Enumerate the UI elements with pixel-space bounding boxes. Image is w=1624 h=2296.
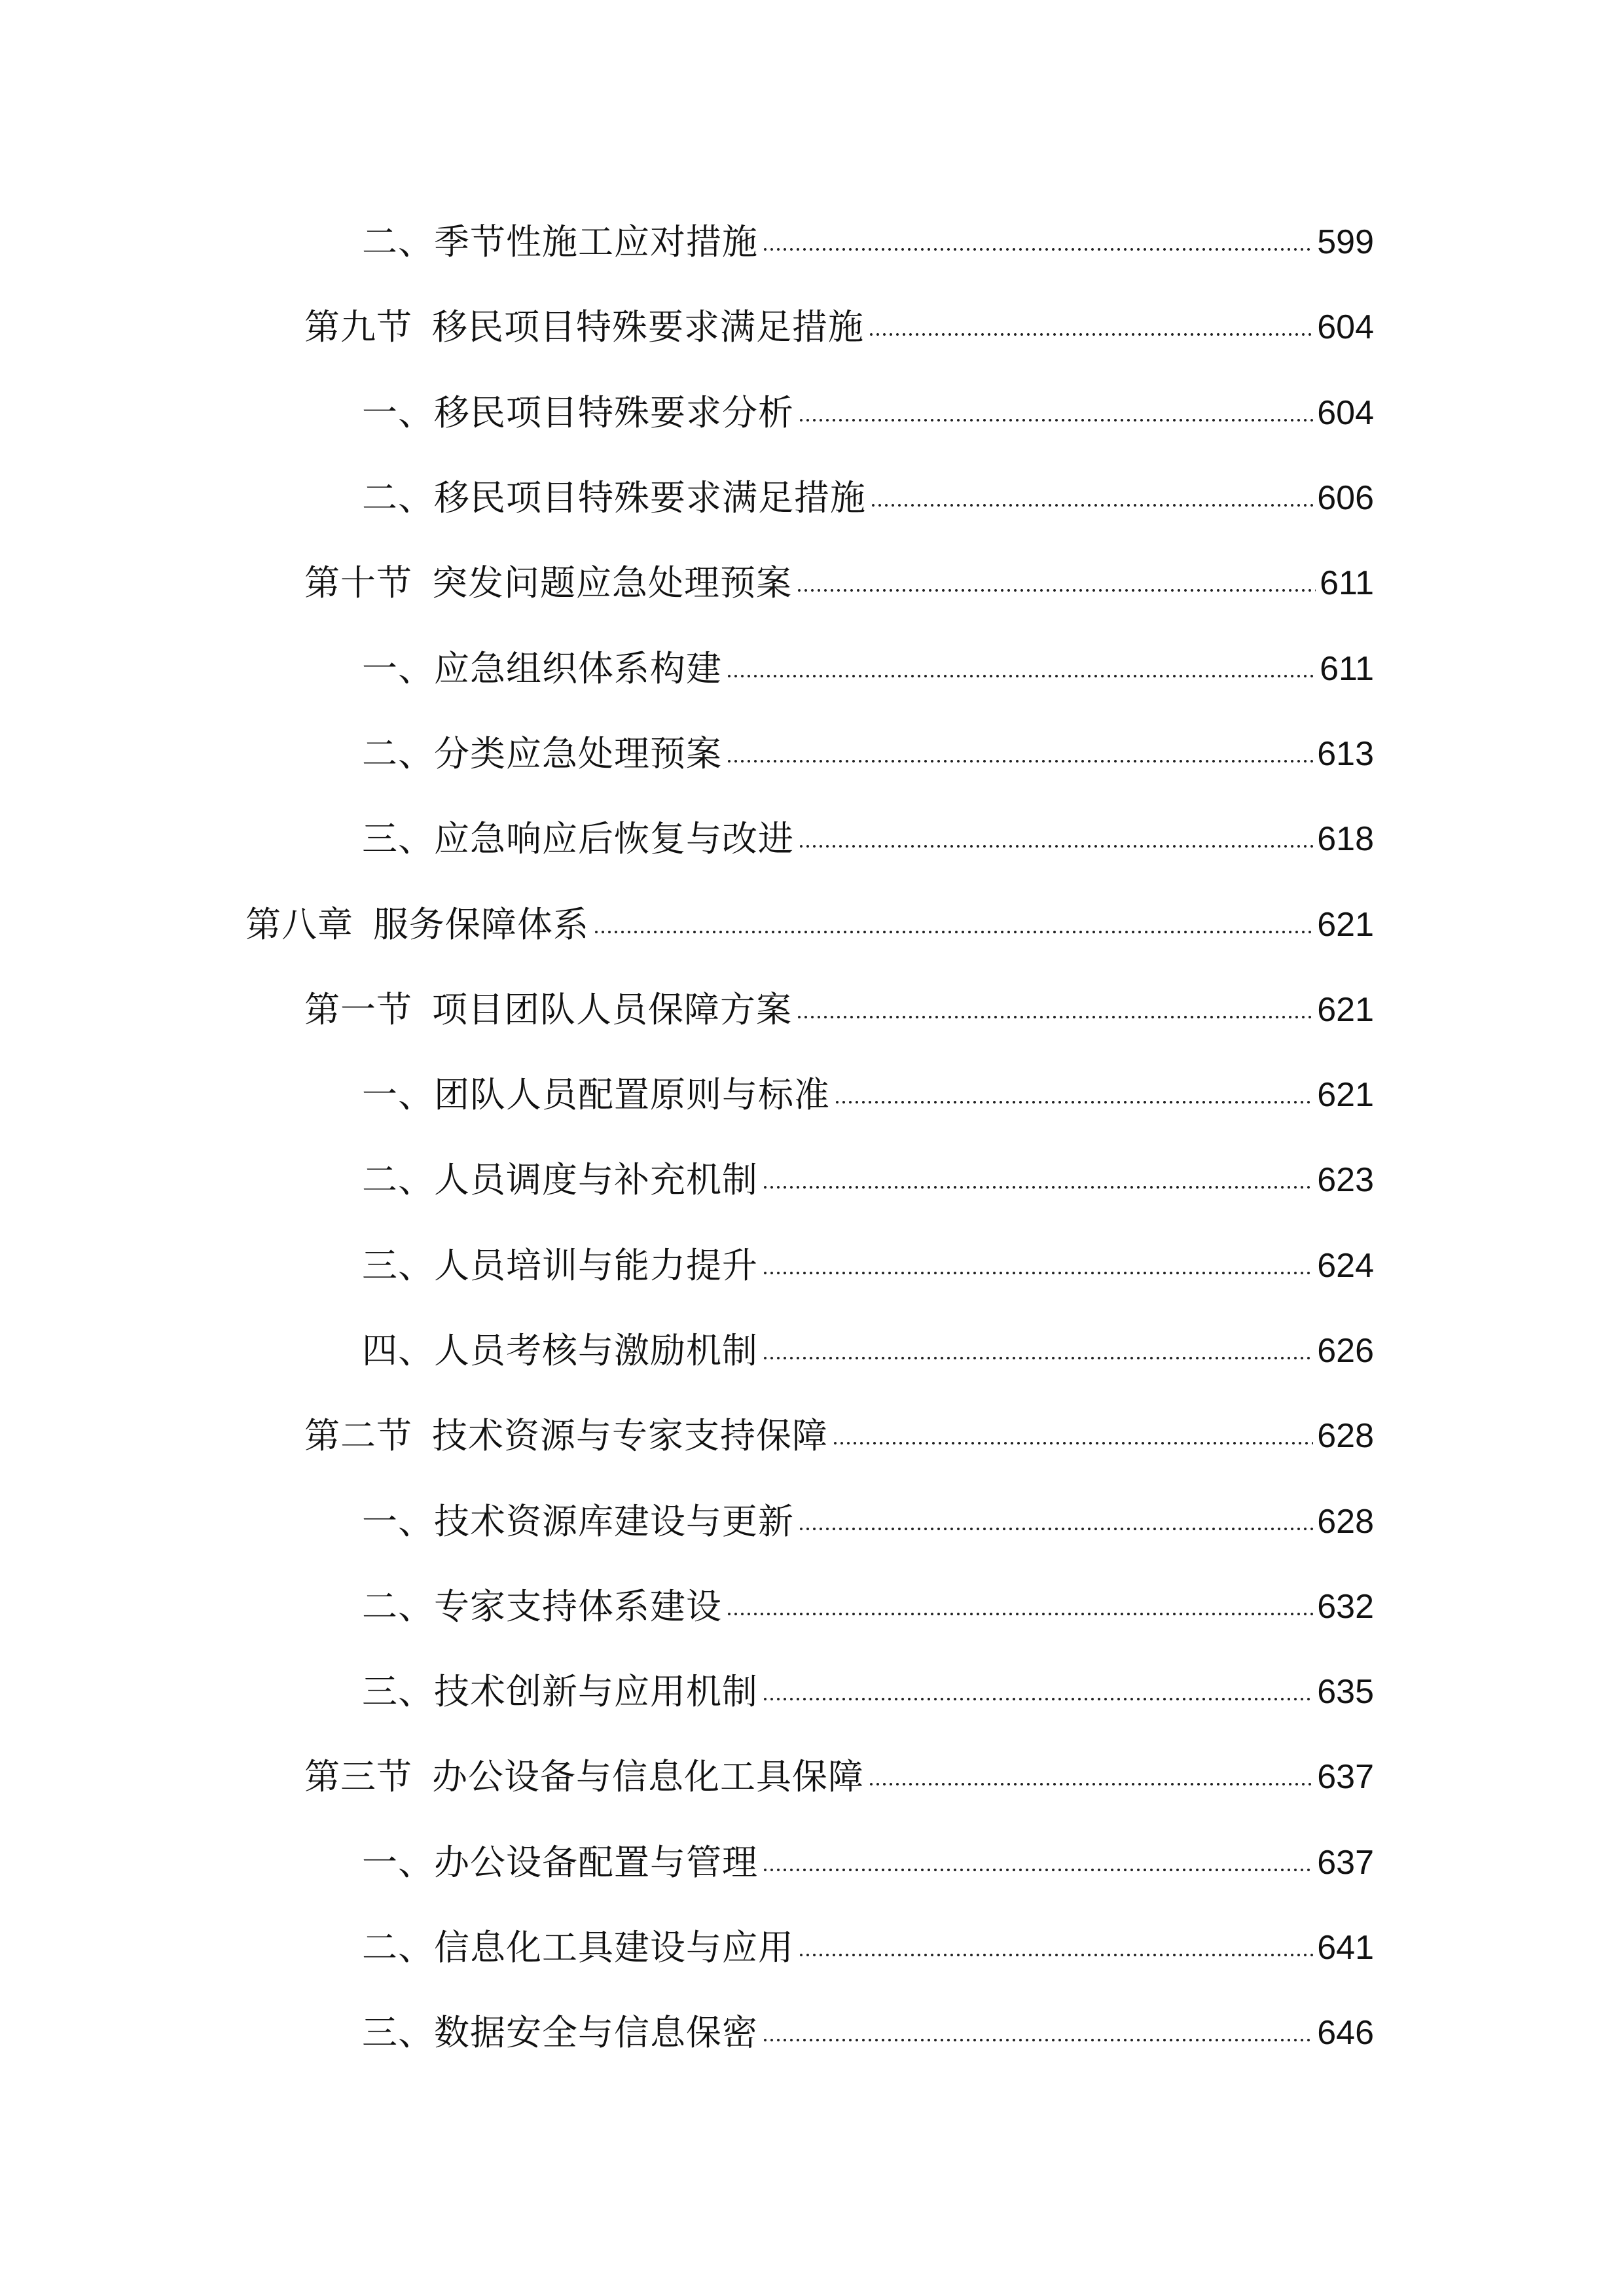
toc-entry-number: 第三节	[304, 1756, 412, 1798]
toc-entry[interactable]	[0, 456, 1624, 541]
toc-entry[interactable]	[0, 1308, 1624, 1393]
toc-entry[interactable]	[0, 541, 1624, 626]
toc-entry-page: 628	[1317, 1502, 1374, 1541]
toc-entry[interactable]	[0, 797, 1624, 882]
toc-entry-title: 一、办公设备配置与管理	[362, 1841, 758, 1883]
toc-entry-page: 611	[1320, 564, 1374, 603]
toc-entry-title: 四、人员考核与激励机制	[362, 1330, 758, 1371]
dot-leader	[762, 1698, 1313, 1700]
toc-entry-title: 二、专家支持体系建设	[362, 1585, 722, 1627]
toc-entry-label	[362, 1159, 758, 1201]
toc-entry[interactable]	[0, 626, 1624, 711]
toc-entry-label	[362, 1927, 794, 1969]
toc-entry-label	[362, 477, 866, 519]
toc-entry[interactable]	[0, 285, 1624, 370]
toc-entry-page: 641	[1317, 1929, 1374, 1967]
dot-leader	[868, 333, 1313, 336]
toc-entry-page: 632	[1317, 1587, 1374, 1626]
toc-entry[interactable]	[0, 1820, 1624, 1905]
toc-entry-title: 二、季节性施工应对措施	[362, 221, 758, 263]
toc-entry[interactable]	[0, 1138, 1624, 1223]
toc-entry-title: 三、应急响应后恢复与改进	[362, 818, 794, 860]
toc-entry-title: 项目团队人员保障方案	[432, 988, 792, 1030]
dot-leader	[796, 589, 1316, 592]
dot-leader	[868, 1783, 1313, 1785]
toc-entry-label	[362, 1244, 758, 1286]
toc-entry-page: 613	[1317, 734, 1374, 773]
toc-entry-page: 618	[1317, 820, 1374, 859]
toc-entry-label	[362, 818, 794, 860]
toc-entry-title: 服务保障体系	[373, 903, 589, 945]
toc-entry-title: 二、分类应急处理预案	[362, 732, 722, 774]
toc-entry-title: 一、移民项目特殊要求分析	[362, 391, 794, 433]
toc-entry[interactable]	[0, 711, 1624, 797]
dot-leader	[796, 1016, 1313, 1018]
toc-entry[interactable]	[0, 1564, 1624, 1649]
toc-entry-page: 606	[1317, 479, 1374, 518]
dot-leader	[762, 248, 1313, 251]
toc-entry[interactable]	[0, 370, 1624, 456]
toc-entry-label	[362, 1330, 758, 1371]
toc-entry[interactable]	[0, 967, 1624, 1052]
dot-leader	[834, 1101, 1313, 1103]
toc-entry-page: 604	[1317, 308, 1374, 347]
toc-entry[interactable]	[0, 1905, 1624, 1990]
toc-entry-page: 646	[1317, 2014, 1374, 2053]
toc-entry-page: 599	[1317, 223, 1374, 262]
toc-entry-page: 628	[1317, 1417, 1374, 1456]
toc-entry-number: 第二节	[304, 1415, 412, 1457]
toc-entry-number: 第一节	[304, 988, 412, 1030]
toc-list	[0, 200, 1624, 2076]
toc-entry-label	[362, 1671, 758, 1713]
toc-entry-title: 三、数据安全与信息保密	[362, 2012, 758, 2054]
dot-leader	[762, 1272, 1313, 1274]
dot-leader	[798, 1954, 1313, 1956]
dot-leader	[593, 931, 1313, 933]
toc-entry-page: 635	[1317, 1673, 1374, 1712]
toc-entry-title: 二、移民项目特殊要求满足措施	[362, 477, 866, 519]
toc-entry-label	[304, 1415, 828, 1457]
toc-entry-number: 第八章	[245, 903, 353, 945]
toc-entry-label	[304, 306, 864, 348]
dot-leader	[870, 504, 1313, 507]
toc-entry-label	[245, 903, 589, 945]
toc-entry-title: 移民项目特殊要求满足措施	[432, 306, 864, 348]
toc-entry-label	[362, 1500, 794, 1542]
toc-entry[interactable]	[0, 1990, 1624, 2075]
toc-entry-title: 二、信息化工具建设与应用	[362, 1927, 794, 1969]
toc-entry-title: 一、技术资源库建设与更新	[362, 1500, 794, 1542]
dot-leader	[832, 1442, 1313, 1444]
dot-leader	[726, 1613, 1313, 1615]
toc-entry[interactable]	[0, 1393, 1624, 1479]
toc-entry-label	[362, 391, 794, 433]
toc-entry-title: 三、人员培训与能力提升	[362, 1244, 758, 1286]
toc-entry-page: 624	[1317, 1246, 1374, 1285]
toc-entry[interactable]	[0, 1649, 1624, 1734]
dot-leader	[726, 760, 1313, 762]
toc-entry-label	[304, 988, 792, 1030]
toc-entry-page: 637	[1317, 1843, 1374, 1882]
toc-entry-page: 611	[1320, 649, 1374, 688]
toc-entry-title: 突发问题应急处理预案	[432, 562, 792, 604]
dot-leader	[762, 1186, 1313, 1189]
toc-entry[interactable]	[0, 1223, 1624, 1308]
toc-entry-page: 626	[1317, 1332, 1374, 1370]
dot-leader	[762, 2039, 1313, 2041]
toc-entry-title: 三、技术创新与应用机制	[362, 1671, 758, 1713]
toc-entry-page: 623	[1317, 1161, 1374, 1200]
toc-entry-label	[362, 1585, 722, 1627]
toc-entry[interactable]	[0, 882, 1624, 967]
toc-entry-title: 办公设备与信息化工具保障	[432, 1756, 864, 1798]
toc-entry-label	[362, 1074, 830, 1116]
toc-entry[interactable]	[0, 1479, 1624, 1564]
toc-entry[interactable]	[0, 1734, 1624, 1820]
toc-entry-label	[304, 1756, 864, 1798]
toc-entry-label	[362, 1841, 758, 1883]
toc-entry-label	[362, 647, 722, 689]
toc-entry-title: 一、应急组织体系构建	[362, 647, 722, 689]
dot-leader	[798, 1528, 1313, 1530]
toc-entry[interactable]	[0, 200, 1624, 285]
dot-leader	[798, 845, 1313, 848]
dot-leader	[762, 1869, 1313, 1871]
toc-entry-label	[362, 221, 758, 263]
dot-leader	[798, 419, 1313, 422]
toc-entry-page: 637	[1317, 1758, 1374, 1797]
toc-entry-page: 604	[1317, 393, 1374, 432]
dot-leader	[726, 675, 1316, 677]
toc-entry-number: 第十节	[304, 562, 412, 604]
toc-entry-page: 621	[1317, 905, 1374, 944]
toc-entry-page: 621	[1317, 990, 1374, 1029]
toc-entry-label	[362, 2012, 758, 2054]
toc-entry[interactable]	[0, 1052, 1624, 1138]
toc-entry-page: 621	[1317, 1076, 1374, 1115]
toc-entry-title: 二、人员调度与补充机制	[362, 1159, 758, 1201]
toc-entry-number: 第九节	[304, 306, 412, 348]
toc-entry-title: 一、团队人员配置原则与标准	[362, 1074, 830, 1116]
dot-leader	[762, 1357, 1313, 1359]
toc-entry-label	[304, 562, 792, 604]
toc-entry-label	[362, 732, 722, 774]
toc-entry-title: 技术资源与专家支持保障	[432, 1415, 828, 1457]
